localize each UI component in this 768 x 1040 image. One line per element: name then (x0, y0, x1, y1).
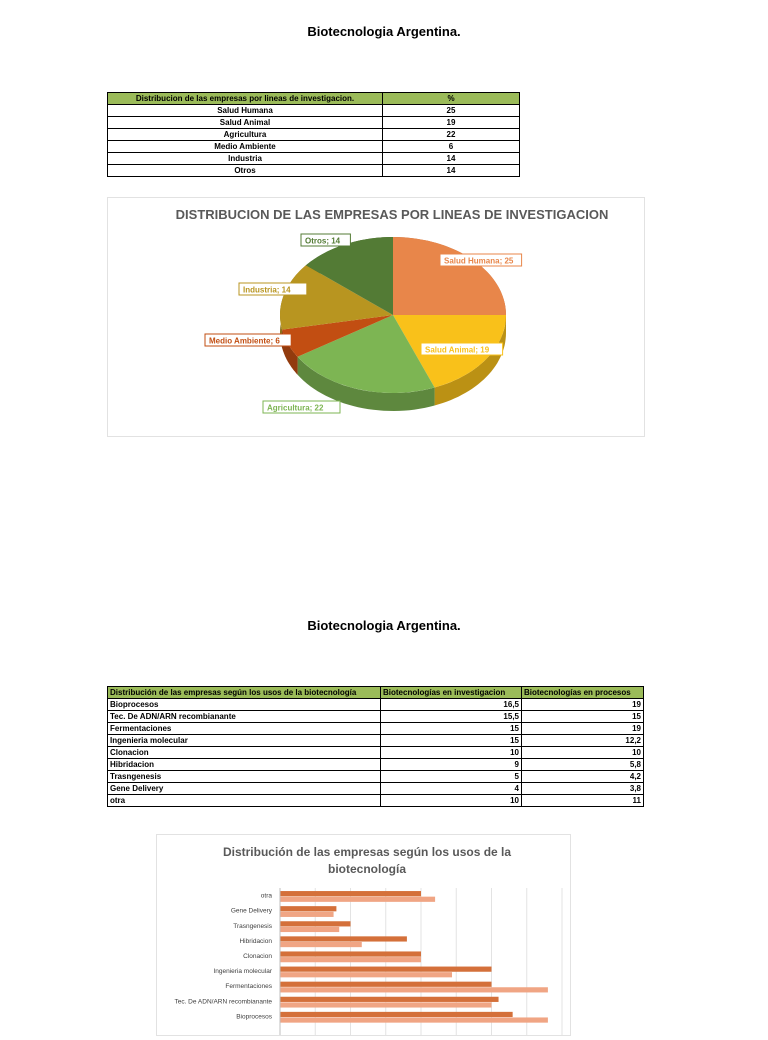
row-proc-value: 15 (522, 711, 644, 723)
bar-investigacion (280, 951, 421, 956)
bar-chart-svg (157, 835, 570, 1035)
table-row (108, 711, 644, 723)
row-label: Fermentaciones (108, 723, 381, 735)
row-label: Bioprocesos (108, 699, 381, 711)
table-row (108, 783, 644, 795)
table-row (108, 129, 520, 141)
pie-data-label: Agricultura; 22 (267, 403, 324, 413)
bar-investigacion (280, 997, 499, 1002)
bar-procesos (280, 942, 362, 947)
row-proc-value: 11 (522, 795, 644, 807)
bar-category-label: Hibridacion (239, 937, 272, 945)
pie-data-label: Salud Humana; 25 (444, 256, 514, 266)
row-inv-value: 5 (381, 771, 522, 783)
row-proc-value: 12,2 (522, 735, 644, 747)
row-inv-value: 15,5 (381, 711, 522, 723)
row-inv-value: 15 (381, 723, 522, 735)
table-row (108, 759, 644, 771)
pie-data-label: Otros; 14 (305, 236, 341, 246)
table-row (108, 141, 520, 153)
row-value: 19 (383, 117, 520, 129)
uses-table-header-label: Distribución de las empresas según los usos de la biotecnología (108, 687, 381, 699)
row-value: 6 (383, 141, 520, 153)
bar-procesos (280, 897, 435, 902)
row-value: 14 (383, 153, 520, 165)
uses-table (107, 686, 644, 807)
row-value: 14 (383, 165, 520, 177)
bar-category-label: Tec. De ADN/ARN recombianante (174, 998, 272, 1006)
table-row (108, 165, 520, 177)
row-label: Salud Humana (108, 105, 383, 117)
bar-procesos (280, 1017, 548, 1022)
bar-procesos (280, 957, 421, 962)
table-row (108, 771, 644, 783)
pie-chart (107, 197, 645, 437)
row-inv-value: 4 (381, 783, 522, 795)
bar-investigacion (280, 906, 336, 911)
table-row (108, 153, 520, 165)
row-inv-value: 10 (381, 795, 522, 807)
row-label: Trasngenesis (108, 771, 381, 783)
table-row (108, 105, 520, 117)
bar-procesos (280, 1002, 492, 1007)
row-label: Tec. De ADN/ARN recombianante (108, 711, 381, 723)
row-inv-value: 9 (381, 759, 522, 771)
row-proc-value: 19 (522, 699, 644, 711)
row-label: Clonacion (108, 747, 381, 759)
row-proc-value: 10 (522, 747, 644, 759)
table-row (108, 795, 644, 807)
bar-investigacion (280, 967, 492, 972)
table-row (108, 747, 644, 759)
row-label: Ingenieria molecular (108, 735, 381, 747)
row-proc-value: 3,8 (522, 783, 644, 795)
row-label: Salud Animal (108, 117, 383, 129)
bar-category-label: Ingenieria molecular (213, 968, 272, 976)
bar-procesos (280, 912, 334, 917)
row-proc-value: 19 (522, 723, 644, 735)
row-label: otra (108, 795, 381, 807)
row-inv-value: 10 (381, 747, 522, 759)
pie-chart-title: DISTRIBUCION DE LAS EMPRESAS POR LINEAS DE INVESTIGACION (175, 207, 609, 222)
pie-slice (393, 237, 506, 315)
bar-investigacion (280, 891, 421, 896)
table-row (108, 735, 644, 747)
row-inv-value: 16,5 (381, 699, 522, 711)
bar-investigacion (280, 982, 492, 987)
bar-category-label: Gene Delivery (230, 907, 272, 915)
uses-table-header-proc: Biotecnologías en procesos (522, 687, 644, 699)
table-row (108, 699, 644, 711)
lines-table-header-pct: % (383, 93, 520, 105)
bar-category-label: Bioprocesos (236, 1013, 272, 1021)
bar-investigacion (280, 936, 407, 941)
table-row (108, 117, 520, 129)
bar-category-label: Fermentaciones (225, 983, 272, 991)
pie-chart-svg (108, 198, 644, 436)
pie-data-label: Industria; 14 (243, 285, 291, 295)
row-proc-value: 5,8 (522, 759, 644, 771)
bar-procesos (280, 972, 452, 977)
row-label: Medio Ambiente (108, 141, 383, 153)
row-proc-value: 4,2 (522, 771, 644, 783)
bar-procesos (280, 987, 548, 992)
bar-category-label: Clonacion (243, 952, 272, 960)
uses-table-header-inv: Biotecnologías en investigacion (381, 687, 522, 699)
bar-investigacion (280, 1012, 513, 1017)
pie-data-label: Medio Ambiente; 6 (209, 336, 280, 346)
row-value: 22 (383, 129, 520, 141)
bar-category-label: otra (260, 892, 272, 900)
row-label: Otros (108, 165, 383, 177)
page-title-2: Biotecnologia Argentina. (307, 618, 461, 633)
row-label: Industria (108, 153, 383, 165)
row-inv-value: 15 (381, 735, 522, 747)
page-title-1: Biotecnologia Argentina. (307, 24, 461, 39)
bar-chart (156, 834, 571, 1036)
bar-chart-title-line-2: biotecnología (328, 862, 406, 876)
row-label: Agricultura (108, 129, 383, 141)
bar-procesos (280, 927, 339, 932)
pie-data-label: Salud Animal; 19 (425, 345, 490, 355)
bar-chart-title-line-1: Distribución de las empresas según los usos de la (222, 845, 512, 859)
lines-table-header-label: Distribucion de las empresas por lineas de investigacion. (108, 93, 383, 105)
row-label: Hibridacion (108, 759, 381, 771)
lines-table (107, 92, 520, 177)
row-label: Gene Delivery (108, 783, 381, 795)
row-value: 25 (383, 105, 520, 117)
bar-category-label: Trasngenesis (233, 922, 272, 930)
bar-investigacion (280, 921, 351, 926)
table-row (108, 723, 644, 735)
